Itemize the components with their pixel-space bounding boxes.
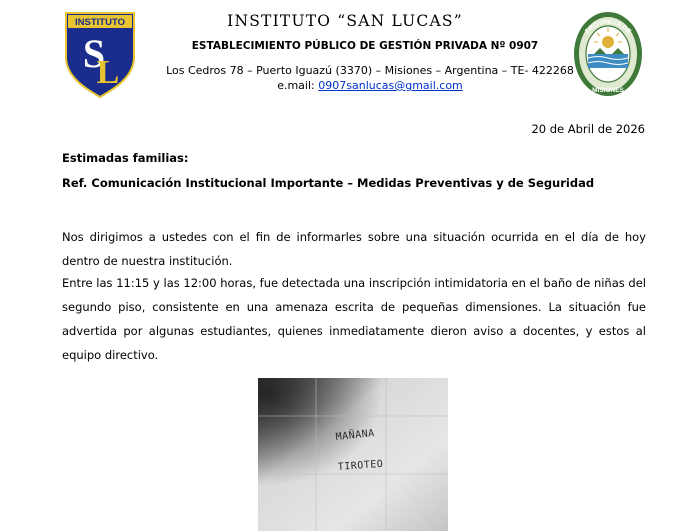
institution-address: Los Cedros 78 – Puerto Iguazú (3370) – Misiones – Argentina – TE- 422268 — [166, 64, 574, 77]
letter-greeting: Estimadas familias: — [62, 151, 189, 165]
letter-reference: Ref. Comunicación Institucional Importante – Medidas Preventivas y de Seguridad — [62, 176, 595, 190]
letter-date: 20 de Abril de 2026 — [531, 122, 645, 136]
school-logo-shield — [64, 11, 136, 99]
email-line — [150, 79, 590, 92]
provincial-seal — [572, 10, 644, 98]
email-link[interactable]: 0907sanlucas@gmail.com — [318, 79, 463, 92]
handwriting-line-2: TIROTEO — [337, 458, 384, 473]
handwriting-line-1: MAÑANA — [335, 427, 376, 443]
seal-top-text: PROVINCIA DE — [583, 18, 633, 36]
institution-subtitle: ESTABLECIMIENTO PÚBLICO DE GESTIÓN PRIVADA Nº 0907 — [191, 40, 539, 52]
institution-name: INSTITUTO “SAN LUCAS” — [227, 12, 463, 30]
seal-bottom-text: MISIONES — [592, 87, 624, 94]
evidence-photo — [258, 378, 448, 531]
email-label: e.mail: — [277, 79, 319, 92]
letter-paragraph: Entre las 11:15 y las 12:00 horas, fue detectada una inscripción intimidatoria en el baño de niñas del segundo piso, consistente en una amenaza escrita de pequeñas dimensiones. La situación fue advertida por algunas estudiantes, quienes inmediatamente dieron aviso a docentes, y estos al equipo directivo. — [62, 276, 646, 362]
logo-monogram-l: L — [96, 54, 120, 91]
logo-label: INSTITUTO — [75, 17, 125, 28]
logo-monogram-s: S — [82, 31, 106, 76]
letter-paragraph: Nos dirigimos a ustedes con el fin de informarles sobre una situación ocurrida en el día de hoy dentro de nuestra institución. — [62, 230, 646, 268]
